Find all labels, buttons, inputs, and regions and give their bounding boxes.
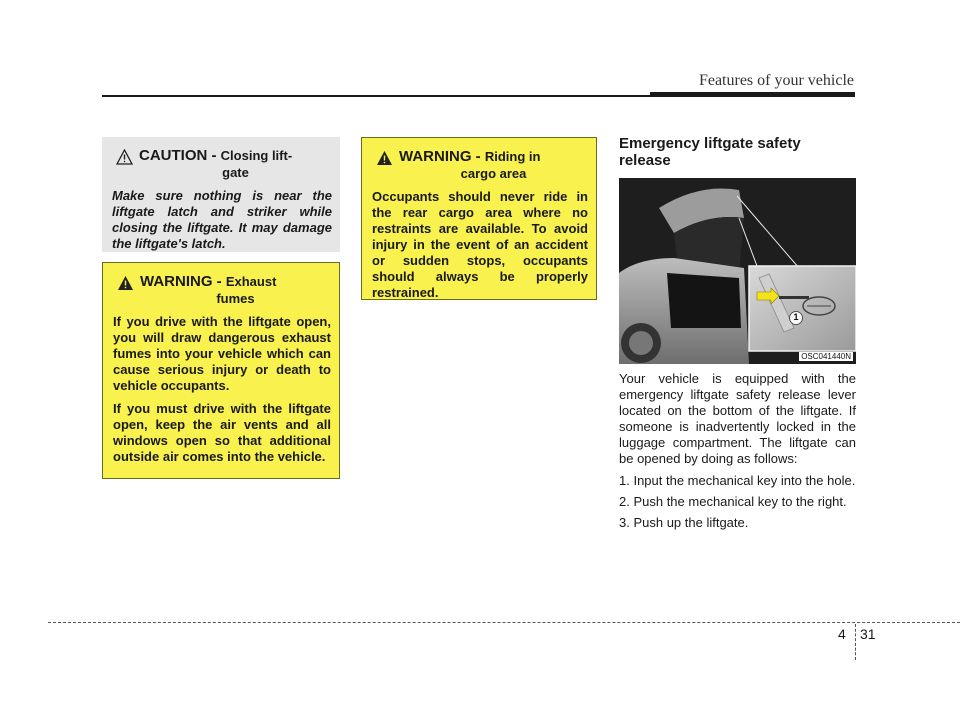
section-body xyxy=(619,371,856,536)
warning-exhaust-title xyxy=(113,273,331,306)
warning-exhaust-paragraph: If you drive with the liftgate open, you will draw dangerous exhaust fumes into your vehicle which can cause serious injury or death to vehicle occupants. xyxy=(113,314,331,393)
caution-subject: Closing lift- xyxy=(220,148,293,163)
header-rule xyxy=(102,95,650,97)
chapter-number: 4 xyxy=(838,626,846,642)
warning-exhaust-subject: Exhaust xyxy=(225,274,277,289)
steps-list xyxy=(619,473,856,531)
step-item: 1. Input the mechanical key into the hole. xyxy=(619,473,856,488)
liftgate-illustration xyxy=(619,178,856,364)
header-rule-accent xyxy=(650,92,855,97)
step-item: 2. Push the mechanical key to the right. xyxy=(619,494,847,509)
warning-exhaust-label: WARNING - xyxy=(140,273,226,290)
caution-body: Make sure nothing is near the liftgate latch and striker while closing the liftgate. It may damage the liftgate's latch. xyxy=(112,188,332,251)
warning-cargo-box xyxy=(361,137,597,300)
page-number: 31 xyxy=(860,626,876,642)
footer-rule xyxy=(48,622,960,623)
warning-triangle-icon xyxy=(117,275,134,291)
caution-label: CAUTION - xyxy=(139,147,221,164)
caution-title xyxy=(112,147,332,180)
warning-cargo-paragraph: Occupants should never ride in the rear cargo area where no restraints are available. To avoid injury in the event of an accident or sudden stops, occupants should always be properly restrained. xyxy=(372,189,588,300)
warning-cargo-subject-cont: cargo area xyxy=(460,166,527,181)
step-item: 3. Push up the liftgate. xyxy=(619,515,749,530)
warning-exhaust-paragraph: If you must drive with the liftgate open, keep the air vents and all windows open so that additional outside air comes into the vehicle. xyxy=(113,401,331,464)
warning-exhaust-subject-cont: fumes xyxy=(216,291,255,306)
figure-code: OSC041440N xyxy=(801,352,851,361)
warning-triangle-icon xyxy=(376,150,393,166)
warning-exhaust-box xyxy=(102,262,340,479)
caution-box xyxy=(102,137,340,252)
header-title: Features of your vehicle xyxy=(698,72,854,89)
caution-subject-cont: gate xyxy=(222,165,249,180)
page-number-divider xyxy=(855,624,856,660)
caution-triangle-icon xyxy=(116,149,133,165)
section-heading: Emergency liftgate safety release xyxy=(619,135,801,169)
warning-cargo-label: WARNING - xyxy=(399,148,485,165)
section-intro: Your vehicle is equipped with the emergency liftgate safety release lever located on the bottom of the liftgate. If someone is inadvertently locked in the luggage compartment. The liftgate can be opened by doing as follows: xyxy=(619,371,856,466)
figure-callout-number: 1 xyxy=(793,312,799,322)
liftgate-figure xyxy=(619,178,856,364)
warning-cargo-subject: Riding in xyxy=(484,149,541,164)
warning-exhaust-body xyxy=(113,314,331,465)
warning-cargo-body xyxy=(372,189,588,301)
warning-cargo-title xyxy=(372,148,588,181)
